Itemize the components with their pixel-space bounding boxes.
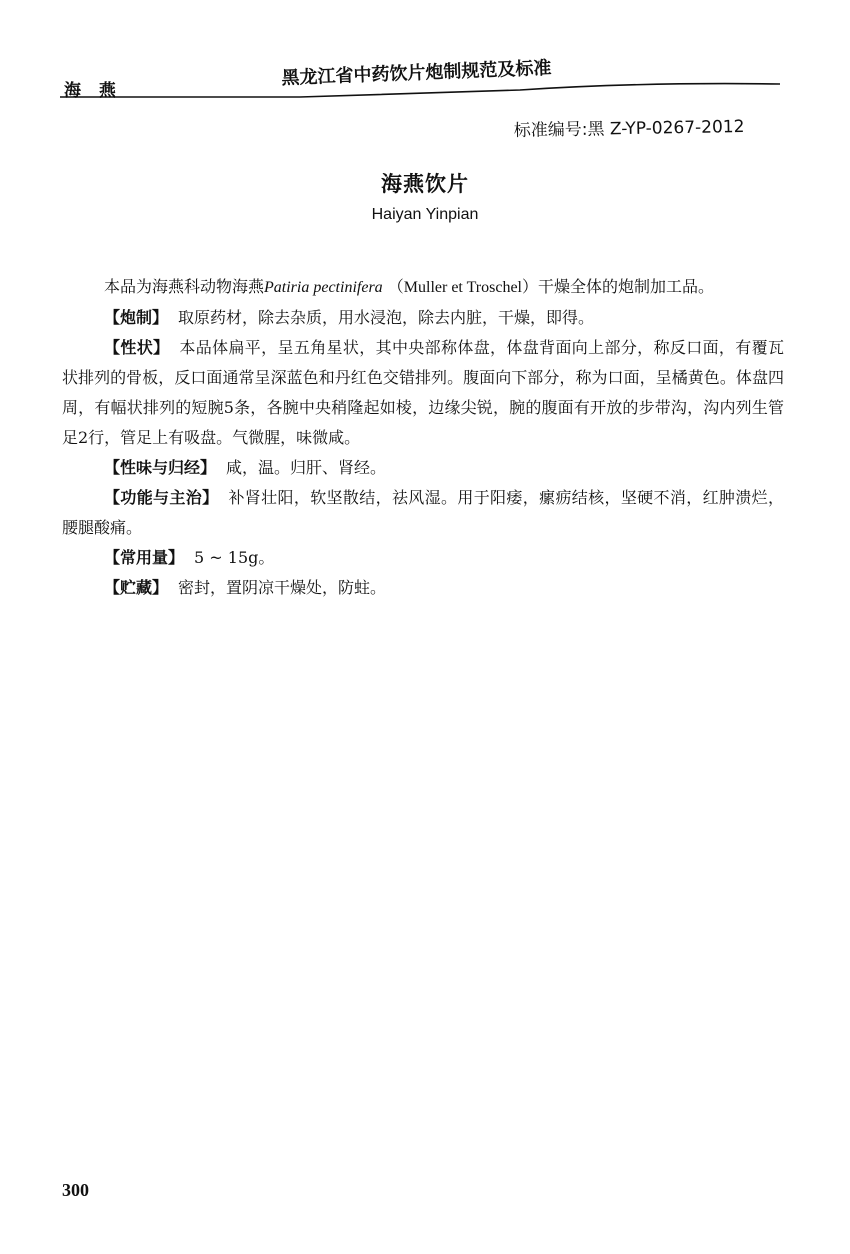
header-rule-right [300,84,780,97]
section-text: 本品体扁平，呈五角星状，其中央部称体盘，体盘背面向上部分，称反口面，有覆瓦状排列的骨板，反口面通常呈深蓝色和丹红色交错排列。腹面向下部分，称为口面，呈橘黄色。体盘四周，有幅状排列的短腕5条，各腕中央稍隆起如棱，边缘尖锐，腕的腹面有开放的步带沟，沟内列生管足2行，管足上有吸盘。气微腥，味微咸。 [62,338,784,447]
section-label: 【性状】 [104,338,170,357]
running-header-book-title: 黑龙江省中药饮片炮制规范及标准 [281,57,552,90]
latin-authority: （Muller et Troschel） [387,279,538,296]
page-title: 海燕饮片 [381,172,469,196]
intro-paragraph [62,272,784,303]
section-function-indication [62,483,784,543]
page-title-pinyin: Haiyan Yinpian [371,206,479,223]
running-header [0,0,850,110]
section-storage [62,573,784,603]
section-text: 咸，温。归肝、肾经。 [226,458,387,477]
section-nature-meridian [62,453,784,483]
section-dosage [62,543,784,573]
section-label: 【常用量】 [104,548,185,567]
section-text: 密封，置阴凉干燥处，防蛀。 [178,578,387,597]
running-header-section: 海 燕 [64,81,122,101]
section-processing [62,303,784,333]
section-label: 【性味与归经】 [104,458,217,477]
monograph-body [62,272,784,603]
section-label: 【贮藏】 [104,578,169,597]
section-text: 补肾壮阳，软坚散结，祛风湿。用于阳痿，瘰疬结核，坚硬不消，红肿溃烂，腰腿酸痛。 [62,488,784,537]
intro-text-after: 干燥全体的炮制加工品。 [538,277,715,296]
section-text: 取原药材，除去杂质，用水浸泡，除去内脏，干燥，即得。 [178,308,595,327]
standard-number: 标准编号:黑 Z-YP-0267-2012 [513,116,745,141]
header-rule [0,0,850,110]
section-description [62,333,784,453]
section-label: 【炮制】 [104,308,169,327]
intro-text-before: 本品为海燕科动物海燕 [104,277,265,296]
section-label: 【功能与主治】 [104,488,219,507]
page-number: 300 [62,1180,89,1200]
latin-name: Patiria pectinifera [264,279,383,296]
section-text: 5 ~ 15g。 [194,548,275,567]
